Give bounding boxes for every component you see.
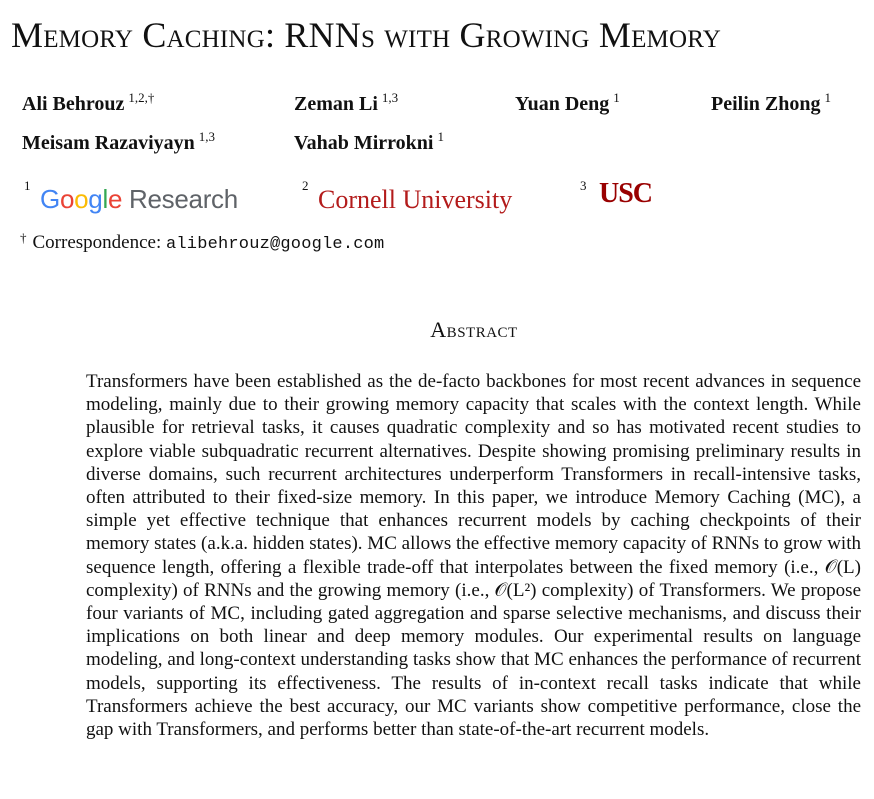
affiliation-number-2: 2 bbox=[302, 178, 309, 193]
author-affil: 1 bbox=[437, 129, 444, 144]
author-affil: 1,3 bbox=[381, 90, 399, 105]
author-affil: 1 bbox=[824, 90, 831, 105]
author-name: Vahab Mirrokni bbox=[294, 132, 434, 154]
author-6 bbox=[294, 131, 444, 157]
author-name: Ali Behrouz bbox=[22, 93, 125, 115]
correspondence-label: Correspondence: bbox=[32, 232, 162, 253]
author-2 bbox=[294, 92, 398, 118]
author-name: Zeman Li bbox=[294, 93, 378, 115]
author-affil: 1 bbox=[613, 90, 620, 105]
correspondence-line bbox=[20, 232, 384, 256]
author-affil: 1,3 bbox=[198, 129, 216, 144]
correspondence-email[interactable]: alibehrouz@google.com bbox=[165, 235, 385, 254]
research-wordmark: Research bbox=[129, 184, 238, 214]
abstract-heading: Abstract bbox=[430, 317, 518, 342]
google-research-logo bbox=[40, 184, 238, 214]
author-1 bbox=[22, 92, 154, 118]
author-name: Meisam Razaviyayn bbox=[22, 132, 195, 154]
author-affil: 1,2,† bbox=[128, 90, 155, 105]
author-5 bbox=[22, 131, 215, 157]
dagger-mark: † bbox=[20, 230, 27, 245]
author-4 bbox=[711, 92, 831, 118]
abstract-text: Transformers have been established as the de-facto backbones for most recent advances in sequence modeling, mainly due to their growing memory capacity that scales with the context length. While plausible for retrieval tasks, it causes quadratic complexity and so has motivated recent studies to explore viable subquadratic recurrent alternatives. Despite showing promising preliminary results in diverse domains, such recurrent architectures underperform Transformers in recall-intensive tasks, often attributed to their fixed-size memory. In this paper, we introduce Memory Caching (MC), a simple yet effective technique that enhances recurrent models by caching checkpoints of their memory states (a.k.a. hidden states). MC allows the effective memory capacity of RNNs to grow with sequence length, offering a flexible trade-off that interpolates between the fixed memory (i.e., 𝒪(L) complexity) of RNNs and the growing memory (i.e., 𝒪(L²) complexity) of Transformers. We propose four variants of MC, including gated aggregation and sparse selective mechanisms, and discuss their implications on both linear and deep memory modules. Our experimental results on language modeling, and long-context understanding tasks show that MC enhances the performance of recurrent models, supporting its effectiveness. The results of in-context recall tasks indicate that while Transformers achieve the best accuracy, our MC variants show competitive performance, close the gap with Transformers, and performs better than state-of-the-art recurrent models. bbox=[86, 371, 861, 741]
affiliation-number-3: 3 bbox=[580, 178, 587, 193]
cornell-university-logo: Cornell University bbox=[318, 185, 513, 214]
affiliation-number-1: 1 bbox=[24, 178, 31, 193]
author-name: Yuan Deng bbox=[515, 93, 610, 115]
author-3 bbox=[515, 92, 620, 118]
google-wordmark: Google bbox=[40, 184, 123, 214]
paper-title: Memory Caching: RNNs with Growing Memory bbox=[11, 15, 721, 55]
usc-logo: USC bbox=[599, 178, 653, 209]
author-name: Peilin Zhong bbox=[711, 93, 821, 115]
